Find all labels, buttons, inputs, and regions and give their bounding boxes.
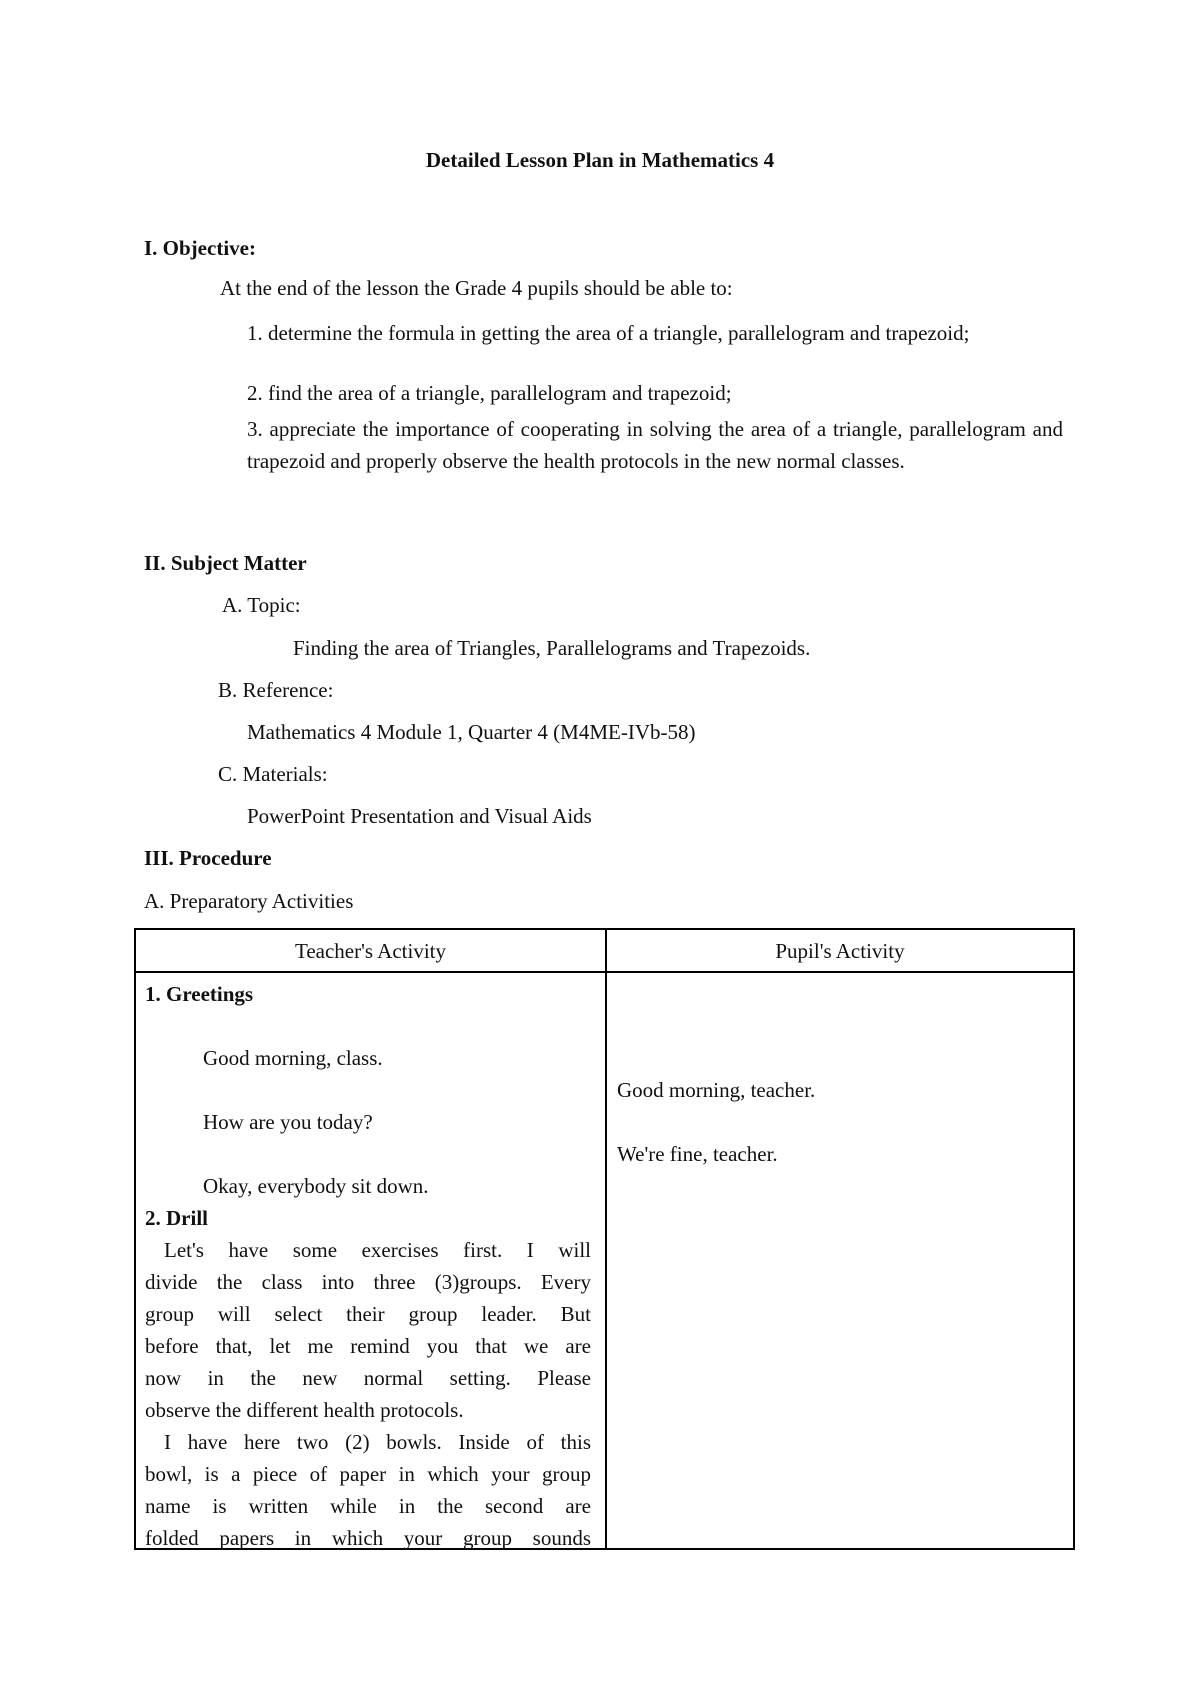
activities-table bbox=[134, 928, 1075, 1550]
drill-line: now in the new normal setting. Please bbox=[145, 1366, 591, 1390]
subject-matter-heading: II. Subject Matter bbox=[144, 551, 307, 575]
document-title: Detailed Lesson Plan in Mathematics 4 bbox=[425, 148, 775, 172]
drill-line: folded papers in which your group sounds bbox=[145, 1526, 591, 1550]
preparatory-activities-label: A. Preparatory Activities bbox=[144, 889, 354, 913]
drill-heading: 2. Drill bbox=[145, 1206, 208, 1230]
topic-label: A. Topic: bbox=[222, 593, 301, 617]
header-teacher-activity: Teacher's Activity bbox=[294, 939, 446, 963]
teacher-greeting-2: How are you today? bbox=[203, 1110, 373, 1134]
greetings-heading: 1. Greetings bbox=[145, 982, 254, 1006]
header-pupil-activity: Pupil's Activity bbox=[775, 939, 905, 963]
materials-text: PowerPoint Presentation and Visual Aids bbox=[247, 804, 592, 828]
objective-intro: At the end of the lesson the Grade 4 pupils should be able to: bbox=[220, 276, 733, 300]
objective-item-1: 1. determine the formula in getting the area of a triangle, parallelogram and trapezoid; bbox=[247, 321, 970, 345]
objective-heading: I. Objective: bbox=[144, 236, 256, 260]
reference-text: Mathematics 4 Module 1, Quarter 4 (M4ME-IVb-58) bbox=[247, 720, 696, 744]
drill-line: before that, let me remind you that we are bbox=[145, 1334, 591, 1358]
objective-item-2: 2. find the area of a triangle, parallelogram and trapezoid; bbox=[247, 381, 732, 405]
reference-label: B. Reference: bbox=[218, 678, 334, 702]
column-divider bbox=[605, 930, 607, 1548]
pupil-greeting-1: Good morning, teacher. bbox=[617, 1078, 816, 1102]
objective-item-3: 3. appreciate the importance of cooperating in solving the area of a triangle, parallelogram and trapezoid and properly observe the health protocols in the new normal classes. bbox=[247, 417, 1063, 473]
drill-line: group will select their group leader. But bbox=[145, 1302, 591, 1326]
drill-line: I have here two (2) bowls. Inside of this bbox=[164, 1430, 591, 1454]
teacher-greeting-1: Good morning, class. bbox=[203, 1046, 383, 1070]
topic-text: Finding the area of Triangles, Parallelograms and Trapezoids. bbox=[293, 636, 811, 660]
materials-label: C. Materials: bbox=[218, 762, 328, 786]
drill-line: name is written while in the second are bbox=[145, 1494, 591, 1518]
drill-line: Let's have some exercises first. I will bbox=[164, 1238, 591, 1262]
drill-line: bowl, is a piece of paper in which your group bbox=[145, 1462, 591, 1486]
drill-line: observe the different health protocols. bbox=[145, 1398, 464, 1422]
procedure-heading: III. Procedure bbox=[144, 846, 272, 870]
pupil-greeting-2: We're fine, teacher. bbox=[617, 1142, 778, 1166]
drill-line: divide the class into three (3)groups. Every bbox=[145, 1270, 591, 1294]
header-divider bbox=[136, 971, 1073, 973]
teacher-greeting-3: Okay, everybody sit down. bbox=[203, 1174, 429, 1198]
